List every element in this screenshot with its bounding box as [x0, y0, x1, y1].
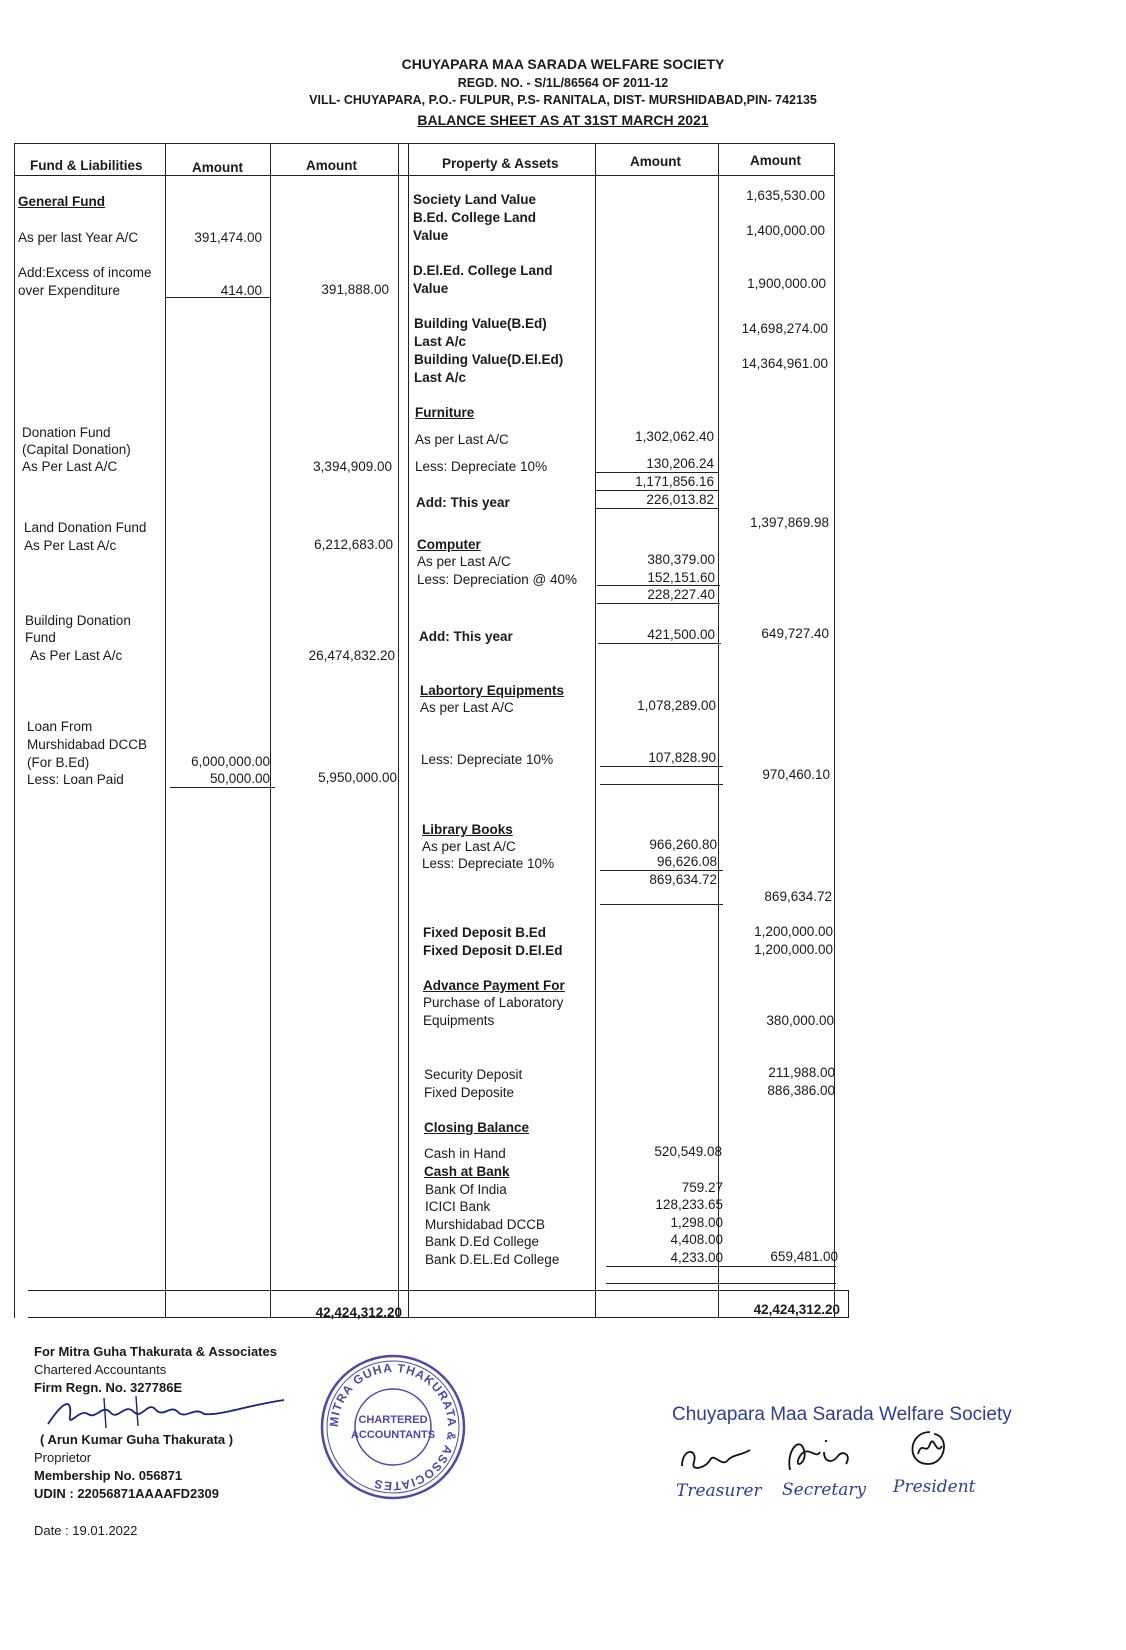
bed-land-label-2: Value: [413, 228, 449, 243]
lab-last-amount: 1,078,289.00: [637, 698, 716, 713]
deled-land-amount: 1,900,000.00: [747, 276, 826, 291]
icici-label: ICICI Bank: [425, 1199, 491, 1214]
deled-land-label-2: Value: [413, 281, 449, 296]
fixed-deposite-amount: 886,386.00: [767, 1083, 835, 1098]
boi-amount: 759.27: [681, 1180, 723, 1195]
lib-subtotal: 869,634.72: [649, 872, 717, 887]
auditor-firm: For Mitra Guha Thakurata & Associates: [34, 1344, 277, 1359]
lib-last-amount: 966,260.80: [649, 837, 717, 852]
comp-subtotal: 228,227.40: [647, 587, 715, 602]
fd-deled-label: Fixed Deposit D.El.Ed: [423, 943, 563, 958]
closing-balance-heading: Closing Balance: [424, 1120, 530, 1135]
col-fund-liabilities: Fund & Liabilities: [30, 158, 143, 173]
auditor-udin: UDIN : 22056871AAAAFD2309: [34, 1486, 219, 1501]
loan-label-1: Loan From: [27, 719, 93, 734]
loan-amount: 6,000,000.00: [191, 754, 270, 769]
bed-land-amount: 1,400,000.00: [746, 223, 825, 238]
regd-no: REGD. NO. - S/1L/86564 OF 2011-12: [457, 76, 669, 90]
col-amount-4: Amount: [750, 153, 801, 168]
president-label: President: [893, 1477, 976, 1497]
loan-label-2: Murshidabad DCCB: [27, 737, 148, 752]
gf-excess-label-2: over Expenditure: [18, 283, 121, 298]
comp-add-amount: 421,500.00: [647, 627, 715, 642]
closing-total: 659,481.00: [770, 1249, 838, 1264]
lib-last-label: As per Last A/C: [422, 839, 516, 854]
gf-excess-label-1: Add:Excess of income: [18, 265, 152, 280]
comp-last-amount: 380,379.00: [647, 552, 715, 567]
address: VILL- CHUYAPARA, P.O.- FULPUR, P.S- RANITALA, DIST- MURSHIDABAD,PIN- 742135: [309, 93, 817, 107]
boi-label: Bank Of India: [425, 1182, 507, 1197]
loan-total: 5,950,000.00: [318, 770, 397, 785]
bldg-bed-amount: 14,698,274.00: [741, 321, 828, 336]
bldg-deled-label-2: Last A/c: [414, 370, 467, 385]
loan-label-4: Less: Loan Paid: [27, 772, 124, 787]
furn-last-amount: 1,302,062.40: [635, 429, 714, 444]
deled-land-label-1: D.El.Ed. College Land: [413, 263, 553, 278]
donation-fund-label-3: As Per Last A/C: [22, 459, 118, 474]
building-donation-label-1: Building Donation: [25, 613, 131, 628]
cash-hand-amount: 520,549.08: [654, 1144, 722, 1159]
auditor-signature-icon: [44, 1394, 294, 1434]
ded-amount: 4,408.00: [670, 1232, 723, 1247]
comp-last-label: As per Last A/C: [417, 554, 511, 569]
lab-total: 970,460.10: [762, 767, 830, 782]
fd-bed-amount: 1,200,000.00: [754, 924, 833, 939]
land-donation-label-2: As Per Last A/c: [24, 538, 117, 553]
assets-grand-total: 42,424,312.20: [753, 1302, 840, 1317]
furn-subtotal: 1,171,856.16: [635, 474, 714, 489]
furniture-heading: Furniture: [415, 405, 475, 420]
donation-fund-label-1: Donation Fund: [22, 425, 111, 440]
auditor-regn: Firm Regn. No. 327786E: [34, 1380, 183, 1395]
sheet-title: BALANCE SHEET AS AT 31ST MARCH 2021: [417, 112, 709, 128]
comp-dep-label: Less: Depreciation @ 40%: [417, 572, 578, 587]
land-donation-amount: 6,212,683.00: [314, 537, 393, 552]
advance-heading: Advance Payment For: [423, 978, 565, 993]
gf-excess-amount: 414.00: [220, 283, 262, 298]
report-date: Date : 19.01.2022: [34, 1523, 138, 1538]
col-amount-1: Amount: [192, 160, 243, 175]
loan-label-3: (For B.Ed): [27, 755, 90, 770]
auditor-ca: Chartered Accountants: [34, 1362, 167, 1377]
bldg-deled-label-1: Building Value(D.El.Ed): [414, 352, 564, 367]
general-fund-heading: General Fund: [18, 194, 106, 209]
furn-add-label: Add: This year: [416, 495, 510, 510]
lib-dep-label: Less: Depreciate 10%: [422, 856, 555, 871]
library-heading: Library Books: [422, 822, 513, 837]
advance-label-2: Purchase of Laboratory: [423, 995, 564, 1010]
cash-bank-heading: Cash at Bank: [424, 1164, 510, 1179]
lib-total: 869,634.72: [764, 889, 832, 904]
land-donation-label-1: Land Donation Fund: [24, 520, 147, 535]
gf-last-year-label: As per last Year A/C: [18, 230, 139, 245]
furn-dep-amount: 130,206.24: [646, 456, 714, 471]
society-name-stamp: Chuyapara Maa Sarada Welfare Society: [672, 1404, 1012, 1425]
building-donation-amount: 26,474,832.20: [308, 648, 395, 663]
liabilities-grand-total: 42,424,312.20: [315, 1305, 402, 1320]
deled-bank-label: Bank D.EL.Ed College: [425, 1252, 560, 1267]
furn-dep-label: Less: Depreciate 10%: [415, 459, 548, 474]
president-signature-icon: [900, 1426, 960, 1470]
advance-label-3: Equipments: [423, 1013, 495, 1028]
treasurer-signature-icon: [676, 1438, 756, 1478]
auditor-membership: Membership No. 056871: [34, 1468, 183, 1483]
security-deposit-amount: 211,988.00: [768, 1065, 835, 1080]
col-property-assets: Property & Assets: [442, 156, 559, 171]
lab-heading: Labortory Equipments: [420, 683, 565, 698]
gf-last-year-amount: 391,474.00: [194, 230, 262, 245]
comp-dep-amount: 152,151.60: [647, 570, 715, 585]
fixed-deposite-label: Fixed Deposite: [424, 1085, 515, 1100]
building-donation-label-2: Fund: [25, 630, 56, 645]
society-land-label: Society Land Value: [413, 192, 537, 207]
secretary-signature-icon: [780, 1430, 860, 1478]
treasurer-label: Treasurer: [676, 1481, 762, 1501]
comp-total: 649,727.40: [761, 626, 829, 641]
gf-total: 391,888.00: [321, 282, 389, 297]
furn-last-label: As per Last A/C: [415, 432, 509, 447]
col-amount-2: Amount: [306, 158, 357, 173]
auditor-proprietor: Proprietor: [34, 1450, 92, 1465]
svg-text:MITRA GUHA THAKURATA & ASSOCIA: MITRA GUHA THAKURATA & ASSOCIATES: [326, 1360, 460, 1494]
advance-amount: 380,000.00: [766, 1013, 834, 1028]
bed-land-label-1: B.Ed. College Land: [413, 210, 537, 225]
society-land-amount: 1,635,530.00: [746, 188, 825, 203]
bldg-bed-label-1: Building Value(B.Ed): [414, 316, 547, 331]
svg-text:ACCOUNTANTS: ACCOUNTANTS: [350, 1429, 436, 1441]
bldg-bed-label-2: Last A/c: [414, 334, 467, 349]
cash-hand-label: Cash in Hand: [424, 1146, 506, 1161]
org-name: CHUYAPARA MAA SARADA WELFARE SOCIETY: [401, 56, 725, 72]
deled-bank-amount: 4,233.00: [670, 1250, 723, 1265]
fd-bed-label: Fixed Deposit B.Ed: [423, 925, 547, 940]
auditor-name: ( Arun Kumar Guha Thakurata ): [40, 1432, 234, 1447]
lib-dep-amount: 96,626.08: [656, 854, 717, 869]
loan-paid-amount: 50,000.00: [209, 771, 270, 786]
icici-amount: 128,233.65: [655, 1197, 723, 1212]
lab-dep-amount: 107,828.90: [648, 750, 716, 765]
col-amount-3: Amount: [630, 154, 681, 169]
computer-heading: Computer: [417, 537, 481, 552]
furn-total: 1,397,869.98: [750, 515, 829, 530]
secretary-label: Secretary: [782, 1480, 867, 1500]
dccb-amount: 1,298.00: [670, 1215, 723, 1230]
donation-fund-amount: 3,394,909.00: [313, 459, 392, 474]
lab-dep-label: Less: Depreciate 10%: [421, 752, 554, 767]
lab-last-label: As per Last A/C: [420, 700, 514, 715]
building-donation-label-3: As Per Last A/c: [30, 648, 123, 663]
bldg-deled-amount: 14,364,961.00: [741, 356, 828, 371]
donation-fund-label-2: (Capital Donation): [22, 442, 131, 457]
dccb-label: Murshidabad DCCB: [425, 1217, 546, 1232]
comp-add-label: Add: This year: [419, 629, 513, 644]
security-deposit-label: Security Deposit: [424, 1067, 523, 1082]
svg-text:CHARTERED: CHARTERED: [358, 1414, 428, 1426]
furn-add-amount: 226,013.82: [646, 492, 714, 507]
ca-stamp-icon: [318, 1352, 468, 1502]
ded-label: Bank D.Ed College: [425, 1234, 540, 1249]
fd-deled-amount: 1,200,000.00: [754, 942, 833, 957]
